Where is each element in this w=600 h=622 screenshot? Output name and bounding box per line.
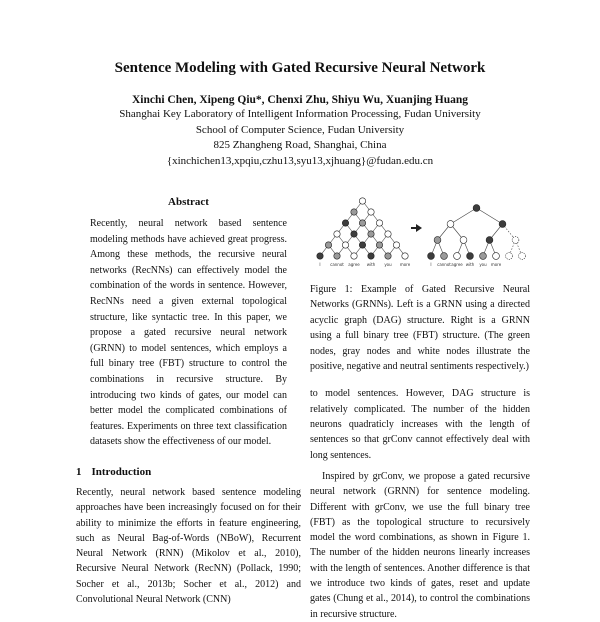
- author-list: Xinchi Chen, Xipeng Qiu*, Chenxi Zhu, Shiyu Wu, Xuanjing Huang: [131, 94, 469, 106]
- fbt-node: [512, 237, 519, 244]
- fbt-edge: [451, 208, 477, 224]
- fbt-word-label: I: [430, 262, 432, 267]
- dag-node: [376, 242, 382, 248]
- dag-node: [402, 253, 408, 259]
- dag-node: [351, 231, 357, 237]
- dag-node: [334, 231, 340, 237]
- dag-node: [317, 253, 323, 259]
- affiliation-line: Shanghai Key Laboratory of Intelligent Information Processing, Fudan University: [119, 108, 481, 120]
- paper-title: Sentence Modeling with Gated Recursive Neural Network: [114, 60, 486, 76]
- fbt-word-label: you: [479, 262, 487, 267]
- dag-node: [351, 253, 357, 259]
- dag-node: [393, 242, 399, 248]
- dag-node: [359, 220, 365, 226]
- fbt-node: [454, 253, 461, 260]
- section-heading-introduction: [76, 466, 301, 478]
- fbt-node: [428, 253, 435, 260]
- dag-node: [376, 220, 382, 226]
- fbt-node: [499, 221, 506, 228]
- dag-word-label: you: [384, 262, 392, 267]
- body-paragraph: Inspired by grConv, we propose a gated recursive neural network (GRNN) for sentence modeling. Different with grConv, we use the full binary tree (FBT) as the topological structure to recursively model the word combinations, as shown in Figure 1. The number of the hidden neurons linearly increases with the length of sentences. Another difference is that we introduce two kinds of gates, reset and update gates (Chung et al., 2014), to control the combinations in recursive structure.: [310, 470, 530, 620]
- left-column: [76, 196, 301, 607]
- fbt-node: [460, 237, 467, 244]
- fbt-node: [441, 253, 448, 260]
- figure-1-grnn-diagram: [310, 186, 530, 274]
- dag-node: [385, 231, 391, 237]
- section-title: Introduction: [91, 465, 152, 478]
- fbt-node: [519, 253, 526, 260]
- introduction-text: Recently, neural network based sentence modeling approaches have been increasingly focused on for their ability to minimize the efforts in feature engineering, such as Neural Bag-of-Words (NBoW), Recurrent Neural Network (RNN) (Mikolov et al., 2010), Recursive Neural Network (RecNN) (Pollack, 1990; Socher et al., 2013b; Socher et al., 2012) and Convolutional Neural Network (CNN): [76, 486, 301, 605]
- dag-node: [385, 253, 391, 259]
- dag-node: [368, 231, 374, 237]
- dag-word-label: with: [366, 262, 376, 267]
- fbt-node: [434, 237, 441, 244]
- dag-node: [359, 242, 365, 248]
- fbt-word-label: agree: [451, 262, 463, 267]
- dag-node: [351, 209, 357, 215]
- dag-node: [368, 209, 374, 215]
- fbt-word-label: cannot: [437, 262, 451, 267]
- affiliation-line: 825 Zhangheng Road, Shanghai, China: [213, 139, 387, 151]
- dag-word-label: more: [399, 262, 411, 267]
- fbt-node: [486, 237, 493, 244]
- affiliation-email: {xinchichen13,xpqiu,czhu13,syu13,xjhuang}@fudan.edu.cn: [166, 154, 434, 167]
- dag-node: [334, 253, 340, 259]
- figure-caption: Figure 1: Example of Gated Recursive Neural Networks (GRNNs). Left is a GRNN using a directed acyclic graph (DAG) structure. Right is a GRNN using a full binary tree (FBT) structure. (The green nodes, gray nodes and white nodes illustrate the positive, negative and neutral sentiments respectively.): [310, 284, 530, 373]
- dag-word-label: I: [319, 262, 321, 267]
- fbt-node: [473, 205, 480, 212]
- dag-node: [342, 242, 348, 248]
- fbt-word-label: with: [465, 262, 475, 267]
- body-paragraph: to model sentences. However, DAG structure is relatively complicated. The number of the hidden neurons quadraticly increases with the length of sentences so that grConv cannot effectively deal with long sentences.: [310, 388, 530, 461]
- abstract-text: Recently, neural network based sentence modeling methods have achieved great progress. Among these methods, the recursive neural networks (RecNNs) can effectively model the combination of the words in sentence. However, RecNNs need a given external topological structure, like syntactic tree. In this paper, we propose a gated recursive neural network (GRNN) to model sentences, which employs a full binary tree (FBT) structure to control the combinations in recursive structure. By introducing two kinds of gates, our model can better model the complicated combinations of features. Experiments on three text classification datasets show the effectiveness of our model.: [90, 218, 287, 448]
- dag-node: [359, 198, 365, 204]
- fbt-word-label: more: [490, 262, 502, 267]
- fbt-edge: [477, 208, 503, 224]
- abstract-heading: Abstract: [168, 196, 209, 208]
- dag-word-label: cannot: [330, 262, 344, 267]
- section-number: 1: [76, 465, 82, 478]
- affiliation-block: [0, 107, 600, 169]
- dag-word-label: agree: [348, 262, 360, 267]
- dag-node: [325, 242, 331, 248]
- fbt-node: [493, 253, 500, 260]
- right-column: [310, 186, 530, 622]
- fbt-node: [506, 253, 513, 260]
- fbt-node: [467, 253, 474, 260]
- dag-node: [368, 253, 374, 259]
- dag-node: [342, 220, 348, 226]
- fbt-node: [447, 221, 454, 228]
- fbt-node: [480, 253, 487, 260]
- affiliation-line: School of Computer Science, Fudan University: [195, 123, 405, 136]
